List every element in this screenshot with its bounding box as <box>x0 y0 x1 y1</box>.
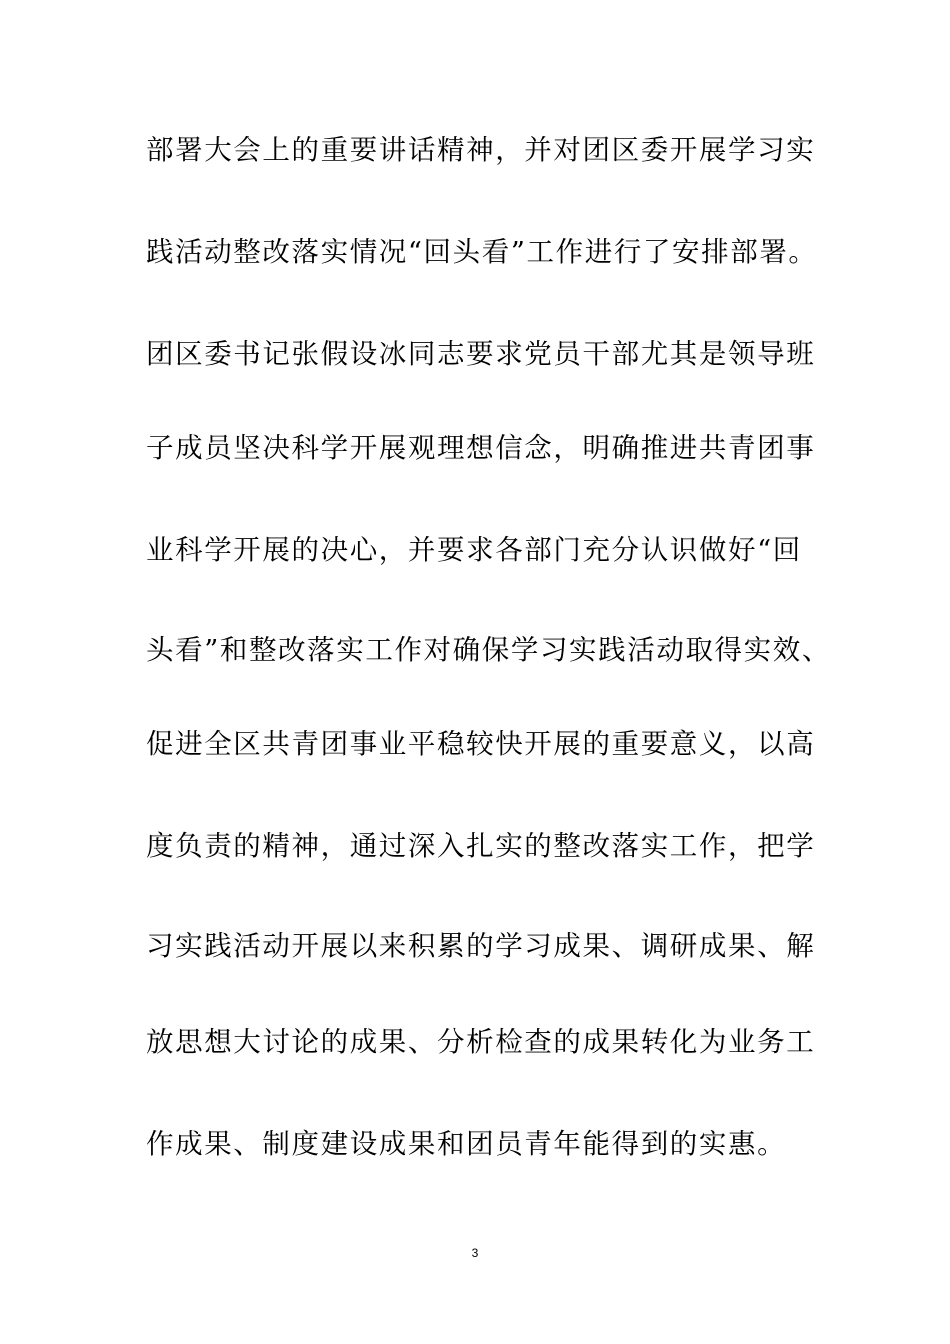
text-line-1: 部署大会上的重要讲话精神，并对团区委开展学习实 <box>146 134 816 166</box>
page-number: 3 <box>471 1246 479 1260</box>
text-line-8: 度负责的精神，通过深入扎实的整改落实工作，把学 <box>146 830 816 862</box>
text-line-9: 习实践活动开展以来积累的学习成果、调研成果、解 <box>146 930 816 962</box>
text-line-4: 子成员坚决科学开展观理想信念，明确推进共青团事 <box>146 432 816 464</box>
text-line-3: 团区委书记张假设冰同志要求党员干部尤其是领导班 <box>146 338 816 370</box>
text-line-10: 放思想大讨论的成果、分析检查的成果转化为业务工 <box>146 1026 816 1058</box>
text-line-6: 头看”和整改落实工作对确保学习实践活动取得实效、 <box>146 634 831 666</box>
text-line-2: 践活动整改落实情况“回头看”工作进行了安排部署。 <box>146 236 818 268</box>
text-line-7: 促进全区共青团事业平稳较快开展的重要意义，以高 <box>146 728 816 760</box>
text-line-11: 作成果、制度建设成果和团员青年能得到的实惠。 <box>146 1128 787 1160</box>
text-line-5: 业科学开展的决心，并要求各部门充分认识做好“回 <box>146 534 802 566</box>
